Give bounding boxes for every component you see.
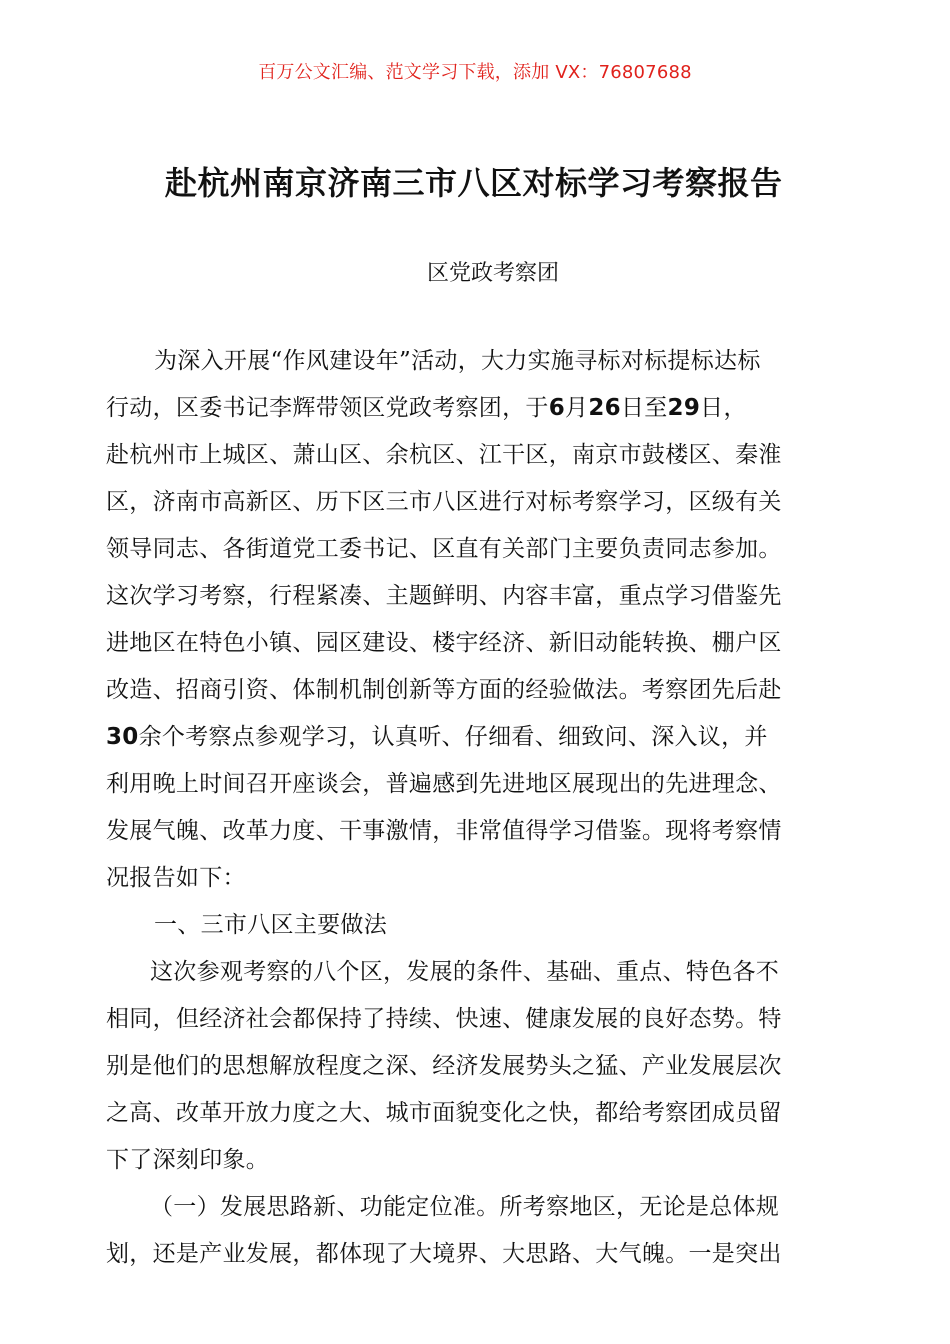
text-line: 之高、改革开放力度之大、城市面貌变化之快，都给考察团成员留 — [106, 1100, 782, 1126]
text-line: 这次学习考察，行程紧凑、主题鲜明、内容丰富，重点学习借鉴先 — [106, 583, 782, 609]
text-line: 发展气魄、改革力度、干事激情，非常值得学习借鉴。现将考察情 — [106, 818, 782, 844]
text-line: 划，还是产业发展，都体现了大境界、大思路、大气魄。一是突出 — [106, 1241, 782, 1267]
text-line: 30余个考察点参观学习，认真听、仔细看、细致问、深入议，并 — [106, 724, 768, 750]
text-line: 行动，区委书记李辉带领区党政考察团，于6月26日至29日， — [106, 395, 747, 421]
watermark-banner: 百万公文汇编、范文学习下载，添加 VX：76807688 — [258, 62, 692, 83]
text-line: 利用晚上时间召开座谈会，普遍感到先进地区展现出的先进理念、 — [106, 771, 782, 797]
text-line: 为深入开展“作风建设年”活动，大力实施寻标对标提标达标 — [154, 348, 761, 374]
text-line: 况报告如下： — [106, 865, 246, 891]
text-line: 下了深刻印象。 — [106, 1147, 270, 1173]
text-line: 相同，但经济社会都保持了持续、快速、健康发展的良好态势。特 — [106, 1006, 782, 1032]
document-title: 赴杭州南京济南三市八区对标学习考察报告 — [165, 164, 783, 202]
text-line: 这次参观考察的八个区，发展的条件、基础、重点、特色各不 — [150, 959, 780, 985]
text-line: 领导同志、各街道党工委书记、区直有关部门主要负责同志参加。 — [106, 536, 782, 562]
text-line: 改造、招商引资、体制机制创新等方面的经验做法。考察团先后赴 — [106, 677, 782, 703]
document-author: 区党政考察团 — [427, 261, 560, 286]
text-line: 别是他们的思想解放程度之深、经济发展势头之猛、产业发展层次 — [106, 1053, 782, 1079]
text-line: 区，济南市高新区、历下区三市八区进行对标考察学习，区级有关 — [106, 489, 782, 515]
text-line: 赴杭州市上城区、萧山区、余杭区、江干区，南京市鼓楼区、秦淮 — [106, 442, 782, 468]
section-heading: 一、三市八区主要做法 — [154, 912, 387, 938]
text-line: （一）发展思路新、功能定位准。所考察地区，无论是总体规 — [150, 1194, 780, 1220]
text-line: 进地区在特色小镇、园区建设、楼宇经济、新旧动能转换、棚户区 — [106, 630, 782, 656]
